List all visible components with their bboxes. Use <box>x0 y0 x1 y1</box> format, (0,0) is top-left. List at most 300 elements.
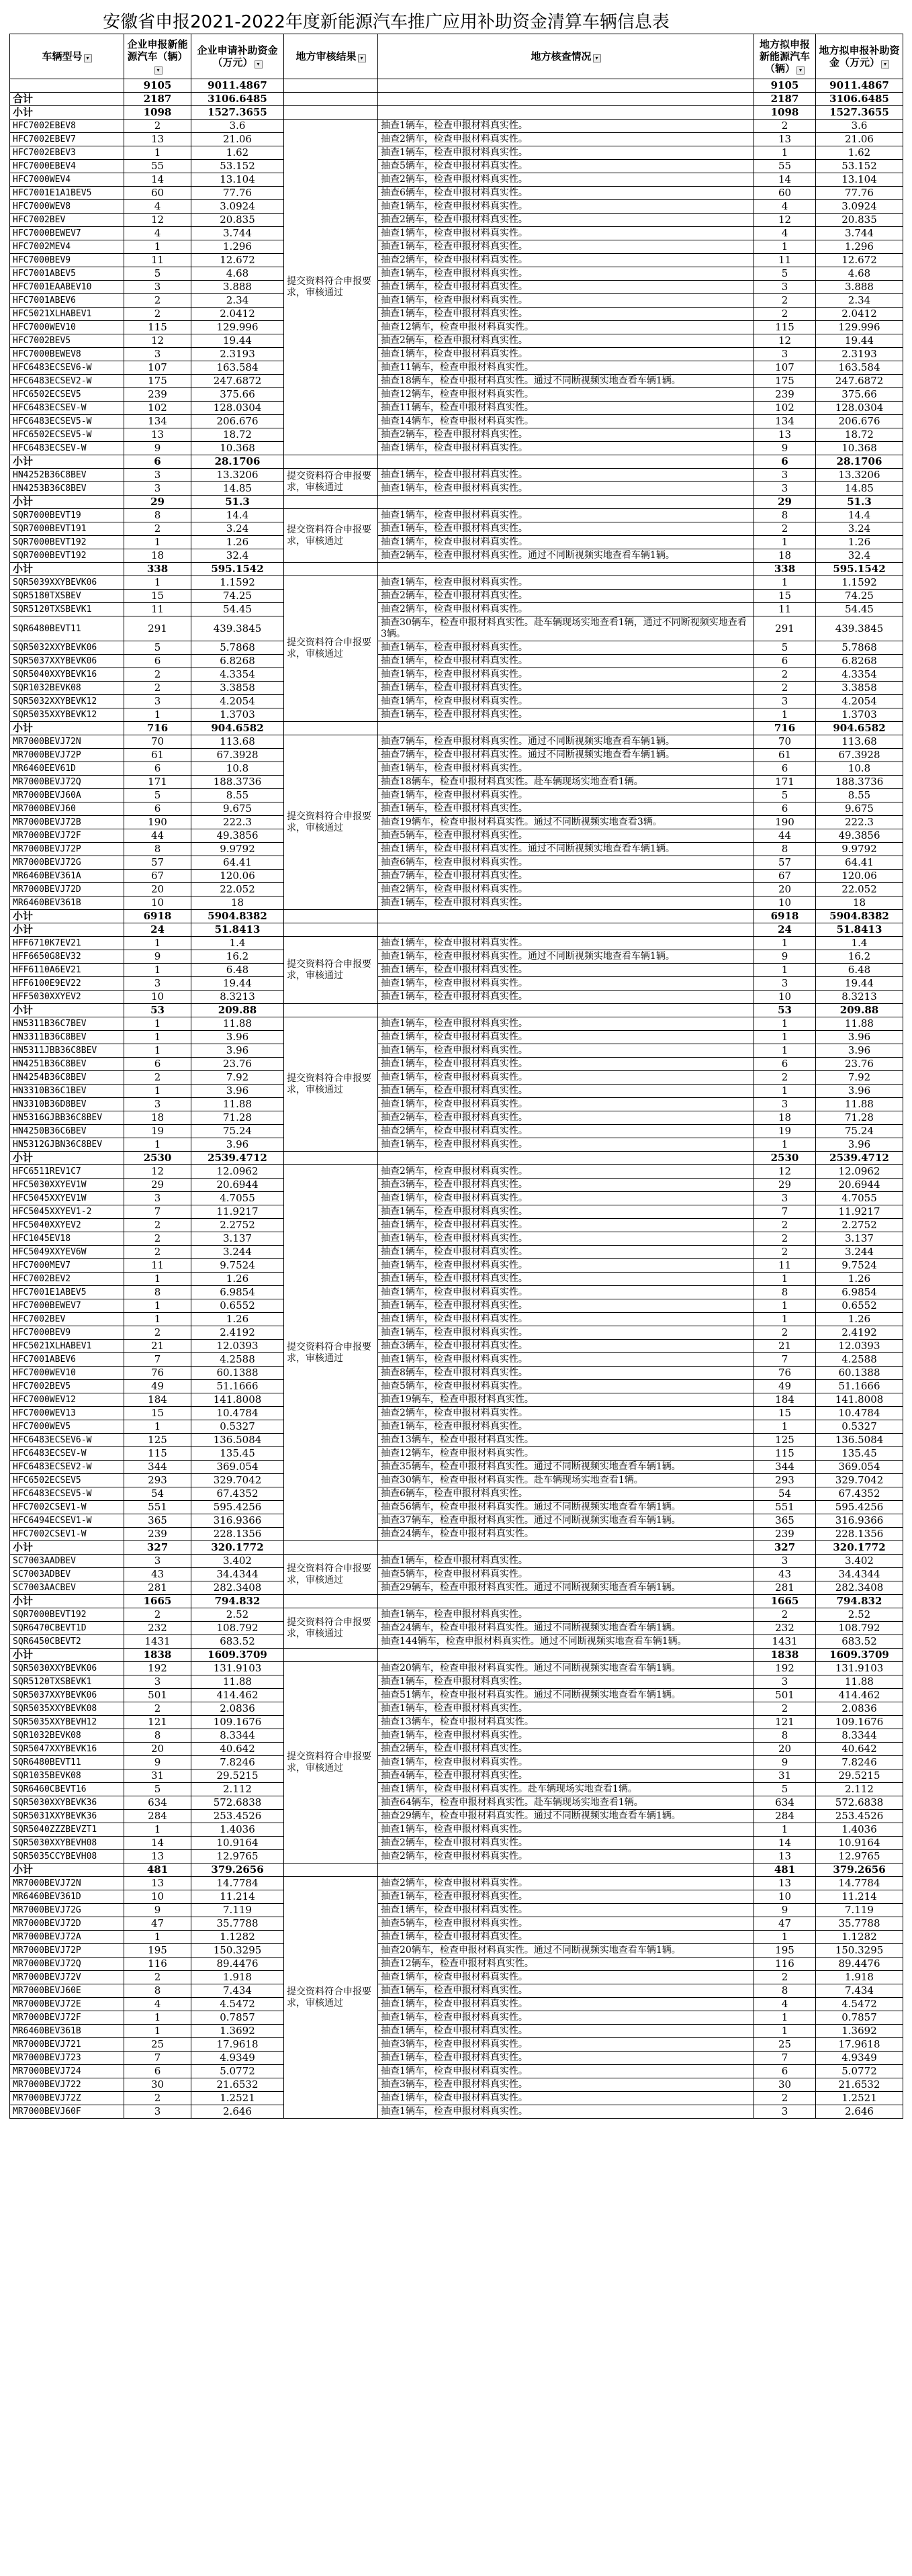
vehicle-model-cell[interactable]: HFC7000WEV12 <box>10 1393 124 1407</box>
approved-count-cell[interactable]: 29 <box>754 1179 816 1192</box>
vehicle-model-cell[interactable]: SQR7000BEVT19 <box>10 509 124 522</box>
vehicle-count-cell[interactable]: 551 <box>124 1501 191 1514</box>
approved-count-cell[interactable]: 10 <box>754 1890 816 1904</box>
check-note-cell[interactable]: 抽查1辆车，检查申报材料真实性。 <box>378 1232 754 1246</box>
approved-amount-cell[interactable]: 28.1706 <box>816 455 903 469</box>
approved-count-cell[interactable]: 6 <box>754 455 816 469</box>
subsidy-amount-cell[interactable]: 595.1542 <box>191 563 284 576</box>
check-note-cell[interactable] <box>378 1004 754 1017</box>
vehicle-model-cell[interactable]: HFC7000WEV13 <box>10 1407 124 1420</box>
approved-count-cell[interactable]: 3 <box>754 348 816 361</box>
subsidy-amount-cell[interactable]: 0.5327 <box>191 1420 284 1434</box>
vehicle-model-cell[interactable]: HFC5049XXYEV6W <box>10 1246 124 1259</box>
approved-count-cell[interactable]: 47 <box>754 1917 816 1931</box>
check-note-cell[interactable]: 抽查19辆车，检查申报材料真实性。通过不同断视频实地查看3辆。 <box>378 816 754 829</box>
subsidy-amount-cell[interactable]: 49.3856 <box>191 829 284 843</box>
vehicle-count-cell[interactable]: 293 <box>124 1474 191 1487</box>
vehicle-model-cell[interactable]: SQR5030XXYBEVK06 <box>10 1662 124 1675</box>
vehicle-model-cell[interactable]: HN4251B36C8BEV <box>10 1058 124 1071</box>
approved-count-cell[interactable]: 8 <box>754 1984 816 1998</box>
check-note-cell[interactable]: 抽查1辆车，检查申报材料真实性。 <box>378 200 754 214</box>
vehicle-count-cell[interactable]: 115 <box>124 321 191 334</box>
check-note-cell[interactable]: 抽查1辆车，检查申报材料真实性。 <box>378 789 754 802</box>
check-note-cell[interactable]: 抽查2辆车，检查申报材料真实性。 <box>378 133 754 146</box>
check-note-cell[interactable]: 抽查1辆车，检查申报材料真实性。 <box>378 1219 754 1232</box>
vehicle-model-cell[interactable]: HFC7001ABEV5 <box>10 267 124 281</box>
check-note-cell[interactable]: 抽查1辆车，检查申报材料真实性。 <box>378 482 754 496</box>
approved-amount-cell[interactable]: 2.34 <box>816 294 903 308</box>
subsidy-amount-cell[interactable]: 222.3 <box>191 816 284 829</box>
approved-amount-cell[interactable]: 75.24 <box>816 1125 903 1138</box>
vehicle-count-cell[interactable]: 121 <box>124 1716 191 1729</box>
approved-amount-cell[interactable]: 379.2656 <box>816 1864 903 1877</box>
approved-amount-cell[interactable]: 11.88 <box>816 1675 903 1689</box>
check-note-cell[interactable]: 抽查19辆车，检查申报材料真实性。 <box>378 1393 754 1407</box>
check-note-cell[interactable]: 抽查1辆车，检查申报材料真实性。 <box>378 695 754 708</box>
vehicle-count-cell[interactable]: 1 <box>124 1138 191 1152</box>
vehicle-count-cell[interactable]: 18 <box>124 1111 191 1125</box>
vehicle-model-cell[interactable]: SQR5035XXYBEVH12 <box>10 1716 124 1729</box>
approved-amount-cell[interactable]: 7.8246 <box>816 1756 903 1769</box>
subsidy-amount-cell[interactable]: 11.214 <box>191 1890 284 1904</box>
subsidy-amount-cell[interactable]: 329.7042 <box>191 1474 284 1487</box>
check-note-cell[interactable]: 抽查2辆车，检查申报材料真实性。 <box>378 428 754 442</box>
check-note-cell[interactable]: 抽查1辆车，检查申报材料真实性。 <box>378 1353 754 1367</box>
approved-amount-cell[interactable]: 7.119 <box>816 1904 903 1917</box>
subsidy-amount-cell[interactable]: 1.4 <box>191 937 284 950</box>
approved-amount-cell[interactable]: 4.2588 <box>816 1353 903 1367</box>
vehicle-model-cell[interactable]: HFC7001EAABEV10 <box>10 281 124 294</box>
vehicle-model-cell[interactable]: HFC5045XXYEV1W <box>10 1192 124 1205</box>
vehicle-count-cell[interactable]: 10 <box>124 1890 191 1904</box>
subsidy-amount-cell[interactable]: 67.3928 <box>191 749 284 762</box>
vehicle-count-cell[interactable]: 47 <box>124 1917 191 1931</box>
check-note-cell[interactable]: 抽查1辆车，检查申报材料真实性。 <box>378 1031 754 1044</box>
result-cell[interactable] <box>284 1649 378 1662</box>
check-note-cell[interactable]: 抽查144辆车，检查申报材料真实性。通过不同断视频实地查看车辆1辆。 <box>378 1635 754 1649</box>
subsidy-amount-cell[interactable]: 282.3408 <box>191 1581 284 1595</box>
vehicle-count-cell[interactable]: 20 <box>124 1743 191 1756</box>
approved-amount-cell[interactable]: 20.835 <box>816 214 903 227</box>
check-note-cell[interactable]: 抽查1辆车，检查申报材料真实性。 <box>378 964 754 977</box>
approved-amount-cell[interactable]: 439.3845 <box>816 616 903 641</box>
vehicle-count-cell[interactable]: 1 <box>124 2025 191 2038</box>
result-cell[interactable] <box>284 1152 378 1165</box>
vehicle-model-cell[interactable]: SC7003AADBEV <box>10 1555 124 1568</box>
approved-count-cell[interactable]: 1 <box>754 576 816 590</box>
approved-count-cell[interactable]: 3 <box>754 1098 816 1111</box>
subsidy-amount-cell[interactable]: 113.68 <box>191 735 284 749</box>
approved-count-cell[interactable]: 55 <box>754 160 816 173</box>
vehicle-count-cell[interactable]: 67 <box>124 870 191 883</box>
check-note-cell[interactable]: 抽查2辆车，检查申报材料真实性。 <box>378 1877 754 1890</box>
vehicle-count-cell[interactable]: 327 <box>124 1541 191 1555</box>
vehicle-model-cell[interactable]: HN5316GJBB36C8BEV <box>10 1111 124 1125</box>
vehicle-model-cell[interactable]: HFC6502ECSEV5 <box>10 388 124 402</box>
approved-amount-cell[interactable]: 3.24 <box>816 522 903 536</box>
subsidy-amount-cell[interactable]: 4.5472 <box>191 1998 284 2011</box>
vehicle-count-cell[interactable]: 2 <box>124 1232 191 1246</box>
vehicle-model-cell[interactable]: MR7000BEVJ72P <box>10 1944 124 1958</box>
approved-amount-cell[interactable]: 8.3213 <box>816 991 903 1004</box>
vehicle-model-cell[interactable]: SQR7000BEVT192 <box>10 1608 124 1622</box>
approved-amount-cell[interactable]: 1.26 <box>816 1273 903 1286</box>
subsidy-amount-cell[interactable]: 247.6872 <box>191 375 284 388</box>
subsidy-amount-cell[interactable]: 2.34 <box>191 294 284 308</box>
vehicle-model-cell[interactable]: SQR6480BEVT11 <box>10 616 124 641</box>
approved-count-cell[interactable]: 5 <box>754 1783 816 1796</box>
result-cell[interactable] <box>284 910 378 923</box>
approved-count-cell[interactable]: 190 <box>754 816 816 829</box>
vehicle-count-cell[interactable]: 1 <box>124 1044 191 1058</box>
check-note-cell[interactable]: 抽查1辆车，检查申报材料真实性。 <box>378 1058 754 1071</box>
subsidy-amount-cell[interactable]: 32.4 <box>191 549 284 563</box>
check-note-cell[interactable]: 抽查1辆车，检查申报材料真实性。 <box>378 1273 754 1286</box>
vehicle-model-cell[interactable]: HFF6710K7EV21 <box>10 937 124 950</box>
approved-count-cell[interactable]: 3 <box>754 695 816 708</box>
approved-count-cell[interactable]: 14 <box>754 1837 816 1850</box>
check-note-cell[interactable]: 抽查1辆车，检查申报材料真实性。 <box>378 1555 754 1568</box>
vehicle-count-cell[interactable]: 13 <box>124 1877 191 1890</box>
approved-amount-cell[interactable]: 7.92 <box>816 1071 903 1085</box>
check-note-cell[interactable]: 抽查1辆车，检查申报材料真实性。 <box>378 281 754 294</box>
approved-count-cell[interactable]: 15 <box>754 590 816 603</box>
approved-count-cell[interactable]: 3 <box>754 482 816 496</box>
approved-count-cell[interactable]: 13 <box>754 133 816 146</box>
vehicle-count-cell[interactable]: 3 <box>124 2105 191 2119</box>
subsidy-amount-cell[interactable]: 8.3344 <box>191 1729 284 1743</box>
audit-result-cell[interactable]: 提交资料符合申报要求，审核通过 <box>284 1877 378 2119</box>
approved-amount-cell[interactable]: 1.3703 <box>816 708 903 722</box>
vehicle-count-cell[interactable]: 1 <box>124 1823 191 1837</box>
check-note-cell[interactable]: 抽查29辆车，检查申报材料真实性。通过不同断视频实地查看车辆1辆。 <box>378 1581 754 1595</box>
subsidy-amount-cell[interactable]: 1.3692 <box>191 2025 284 2038</box>
subsidy-amount-cell[interactable]: 2.0412 <box>191 308 284 321</box>
vehicle-count-cell[interactable]: 1 <box>124 1420 191 1434</box>
subsidy-amount-cell[interactable]: 5.0772 <box>191 2065 284 2078</box>
vehicle-count-cell[interactable]: 8 <box>124 1286 191 1299</box>
approved-amount-cell[interactable]: 1.3692 <box>816 2025 903 2038</box>
check-note-cell[interactable]: 抽查1辆车，检查申报材料真实性。 <box>378 2052 754 2065</box>
vehicle-model-cell[interactable]: SQR1035BEVK08 <box>10 1769 124 1783</box>
vehicle-count-cell[interactable]: 239 <box>124 1528 191 1541</box>
audit-result-cell[interactable]: 提交资料符合申报要求，审核通过 <box>284 735 378 910</box>
audit-result-cell[interactable]: 提交资料符合申报要求，审核通过 <box>284 1017 378 1152</box>
check-note-cell[interactable]: 抽查1辆车，检查申报材料真实性。 <box>378 120 754 133</box>
check-note-cell[interactable]: 抽查11辆车，检查申报材料真实性。 <box>378 402 754 415</box>
approved-amount-cell[interactable]: 120.06 <box>816 870 903 883</box>
approved-amount-cell[interactable]: 12.672 <box>816 254 903 267</box>
vehicle-count-cell[interactable]: 2 <box>124 2092 191 2105</box>
vehicle-model-cell[interactable]: SQR5035XXYBEVK12 <box>10 708 124 722</box>
check-note-cell[interactable]: 抽查2辆车，检查申报材料真实性。 <box>378 883 754 896</box>
check-note-cell[interactable]: 抽查1辆车，检查申报材料真实性。 <box>378 802 754 816</box>
approved-amount-cell[interactable]: 131.9103 <box>816 1662 903 1675</box>
vehicle-count-cell[interactable]: 102 <box>124 402 191 415</box>
vehicle-count-cell[interactable]: 5 <box>124 641 191 655</box>
approved-count-cell[interactable]: 2 <box>754 1232 816 1246</box>
vehicle-model-cell[interactable]: HFC7002EBEV8 <box>10 120 124 133</box>
approved-amount-cell[interactable]: 3.96 <box>816 1085 903 1098</box>
subsidy-amount-cell[interactable]: 3.96 <box>191 1085 284 1098</box>
vehicle-model-cell[interactable]: HFC7002EBEV3 <box>10 146 124 160</box>
row-label[interactable]: 小计 <box>10 455 124 469</box>
subsidy-amount-cell[interactable]: 13.3206 <box>191 469 284 482</box>
subsidy-amount-cell[interactable]: 54.45 <box>191 603 284 616</box>
vehicle-model-cell[interactable]: HFC7000WEV10 <box>10 321 124 334</box>
vehicle-count-cell[interactable]: 171 <box>124 776 191 789</box>
approved-count-cell[interactable]: 43 <box>754 1568 816 1581</box>
approved-count-cell[interactable]: 3 <box>754 469 816 482</box>
approved-count-cell[interactable]: 716 <box>754 722 816 735</box>
col-header-model[interactable]: 车辆型号 ▾ <box>10 34 124 79</box>
subsidy-amount-cell[interactable]: 7.8246 <box>191 1756 284 1769</box>
vehicle-model-cell[interactable]: HFC5021XLHABEV1 <box>10 308 124 321</box>
vehicle-count-cell[interactable]: 1 <box>124 964 191 977</box>
vehicle-count-cell[interactable]: 7 <box>124 1353 191 1367</box>
vehicle-model-cell[interactable]: HFC6483ECSEV6-W <box>10 361 124 375</box>
approved-amount-cell[interactable]: 6.9854 <box>816 1286 903 1299</box>
check-note-cell[interactable]: 抽查1辆车，检查申报材料真实性。 <box>378 1259 754 1273</box>
vehicle-count-cell[interactable]: 1 <box>124 1273 191 1286</box>
approved-count-cell[interactable]: 1 <box>754 1138 816 1152</box>
check-note-cell[interactable] <box>378 1152 754 1165</box>
approved-amount-cell[interactable]: 129.996 <box>816 321 903 334</box>
approved-amount-cell[interactable]: 18 <box>816 896 903 910</box>
approved-amount-cell[interactable]: 3.96 <box>816 1044 903 1058</box>
vehicle-count-cell[interactable]: 125 <box>124 1434 191 1447</box>
subsidy-amount-cell[interactable]: 28.1706 <box>191 455 284 469</box>
approved-count-cell[interactable]: 3 <box>754 977 816 991</box>
check-note-cell[interactable]: 抽查1辆车，检查申报材料真实性。 <box>378 896 754 910</box>
subsidy-amount-cell[interactable]: 1527.3655 <box>191 106 284 120</box>
approved-amount-cell[interactable]: 135.45 <box>816 1447 903 1461</box>
vehicle-model-cell[interactable]: HFC7000BEWEV8 <box>10 348 124 361</box>
approved-amount-cell[interactable]: 3.244 <box>816 1246 903 1259</box>
approved-count-cell[interactable]: 7 <box>754 1353 816 1367</box>
vehicle-count-cell[interactable]: 6 <box>124 2065 191 2078</box>
subsidy-amount-cell[interactable]: 17.9618 <box>191 2038 284 2052</box>
check-note-cell[interactable]: 抽查11辆车，检查申报材料真实性。 <box>378 361 754 375</box>
result-cell[interactable] <box>284 1864 378 1877</box>
subsidy-amount-cell[interactable]: 12.0393 <box>191 1340 284 1353</box>
vehicle-model-cell[interactable]: SQR5032XXYBEVK06 <box>10 641 124 655</box>
approved-count-cell[interactable]: 184 <box>754 1393 816 1407</box>
approved-amount-cell[interactable]: 4.3354 <box>816 668 903 682</box>
approved-amount-cell[interactable]: 5.0772 <box>816 2065 903 2078</box>
vehicle-count-cell[interactable]: 11 <box>124 254 191 267</box>
vehicle-count-cell[interactable]: 2 <box>124 1971 191 1984</box>
vehicle-model-cell[interactable]: MR7000BEVJ72B <box>10 816 124 829</box>
row-label[interactable]: 小计 <box>10 1595 124 1608</box>
vehicle-count-cell[interactable]: 1 <box>124 240 191 254</box>
vehicle-count-cell[interactable]: 281 <box>124 1581 191 1595</box>
vehicle-count-cell[interactable]: 8 <box>124 509 191 522</box>
subsidy-amount-cell[interactable]: 439.3845 <box>191 616 284 641</box>
subsidy-amount-cell[interactable]: 9011.4867 <box>191 79 284 93</box>
approved-count-cell[interactable]: 8 <box>754 1286 816 1299</box>
vehicle-count-cell[interactable]: 55 <box>124 160 191 173</box>
approved-amount-cell[interactable]: 5.7868 <box>816 641 903 655</box>
approved-amount-cell[interactable]: 13.3206 <box>816 469 903 482</box>
vehicle-count-cell[interactable]: 3 <box>124 482 191 496</box>
vehicle-model-cell[interactable]: MR7000BEVJ721 <box>10 2038 124 2052</box>
subsidy-amount-cell[interactable]: 1609.3709 <box>191 1649 284 1662</box>
vehicle-model-cell[interactable]: HN3310B36D8BEV <box>10 1098 124 1111</box>
vehicle-count-cell[interactable]: 1838 <box>124 1649 191 1662</box>
subsidy-amount-cell[interactable]: 2.646 <box>191 2105 284 2119</box>
approved-amount-cell[interactable]: 1.4 <box>816 937 903 950</box>
check-note-cell[interactable]: 抽查24辆车，检查申报材料真实性。通过不同断视频实地查看车辆1辆。 <box>378 1622 754 1635</box>
check-note-cell[interactable]: 抽查1辆车，检查申报材料真实性。 <box>378 1205 754 1219</box>
approved-count-cell[interactable]: 13 <box>754 1850 816 1864</box>
approved-count-cell[interactable]: 21 <box>754 1340 816 1353</box>
subsidy-amount-cell[interactable]: 3.744 <box>191 227 284 240</box>
vehicle-count-cell[interactable]: 76 <box>124 1367 191 1380</box>
col-header-approved-amount[interactable]: 地方拟申报补助资金（万元） ▾ <box>816 34 903 79</box>
subsidy-amount-cell[interactable]: 35.7788 <box>191 1917 284 1931</box>
approved-count-cell[interactable]: 9 <box>754 1904 816 1917</box>
approved-count-cell[interactable]: 6 <box>754 2065 816 2078</box>
vehicle-count-cell[interactable]: 1 <box>124 1931 191 1944</box>
subsidy-amount-cell[interactable]: 3.402 <box>191 1555 284 1568</box>
vehicle-model-cell[interactable]: HN5311JBB36C8BEV <box>10 1044 124 1058</box>
check-note-cell[interactable]: 抽查2辆车，检查申报材料真实性。 <box>378 1850 754 1864</box>
vehicle-count-cell[interactable]: 31 <box>124 1769 191 1783</box>
subsidy-amount-cell[interactable]: 135.45 <box>191 1447 284 1461</box>
vehicle-model-cell[interactable]: MR7000BEVJ72A <box>10 1931 124 1944</box>
check-note-cell[interactable]: 抽查3辆车，检查申报材料真实性。 <box>378 1340 754 1353</box>
check-note-cell[interactable]: 抽查1辆车，检查申报材料真实性。 <box>378 1017 754 1031</box>
approved-amount-cell[interactable]: 13.104 <box>816 173 903 187</box>
approved-amount-cell[interactable]: 329.7042 <box>816 1474 903 1487</box>
subsidy-amount-cell[interactable]: 4.2054 <box>191 695 284 708</box>
vehicle-model-cell[interactable]: SQR5120TXSBEVK1 <box>10 1675 124 1689</box>
vehicle-count-cell[interactable]: 7 <box>124 2052 191 2065</box>
check-note-cell[interactable]: 抽查1辆车，检查申报材料真实性。 <box>378 1326 754 1340</box>
subsidy-amount-cell[interactable]: 18.72 <box>191 428 284 442</box>
vehicle-model-cell[interactable]: SQR5037XXYBEVK06 <box>10 1689 124 1702</box>
vehicle-model-cell[interactable]: HFC7001E1ABEV5 <box>10 1286 124 1299</box>
col-header-check[interactable]: 地方核查情况 ▾ <box>378 34 754 79</box>
approved-amount-cell[interactable]: 74.25 <box>816 590 903 603</box>
subsidy-amount-cell[interactable]: 14.7784 <box>191 1877 284 1890</box>
subsidy-amount-cell[interactable]: 0.7857 <box>191 2011 284 2025</box>
vehicle-count-cell[interactable]: 239 <box>124 388 191 402</box>
approved-count-cell[interactable]: 4 <box>754 200 816 214</box>
vehicle-count-cell[interactable]: 232 <box>124 1622 191 1635</box>
subsidy-amount-cell[interactable]: 136.5084 <box>191 1434 284 1447</box>
subsidy-amount-cell[interactable]: 129.996 <box>191 321 284 334</box>
approved-count-cell[interactable]: 1 <box>754 1085 816 1098</box>
vehicle-count-cell[interactable]: 8 <box>124 843 191 856</box>
vehicle-model-cell[interactable]: HFC6494ECSEV1-W <box>10 1514 124 1528</box>
check-note-cell[interactable]: 抽查2辆车，检查申报材料真实性。 <box>378 1165 754 1179</box>
approved-count-cell[interactable]: 61 <box>754 749 816 762</box>
vehicle-count-cell[interactable]: 53 <box>124 1004 191 1017</box>
check-note-cell[interactable]: 抽查1辆车，检查申报材料真实性。赴车辆现场实地查看1辆。 <box>378 1783 754 1796</box>
subsidy-amount-cell[interactable]: 3.96 <box>191 1031 284 1044</box>
subsidy-amount-cell[interactable]: 4.3354 <box>191 668 284 682</box>
vehicle-model-cell[interactable]: MR7000BEVJ60A <box>10 789 124 802</box>
approved-amount-cell[interactable]: 4.5472 <box>816 1998 903 2011</box>
check-note-cell[interactable]: 抽查1辆车，检查申报材料真实性。 <box>378 1246 754 1259</box>
vehicle-model-cell[interactable]: HN3310B36C1BEV <box>10 1085 124 1098</box>
subsidy-amount-cell[interactable]: 12.672 <box>191 254 284 267</box>
approved-count-cell[interactable]: 2 <box>754 522 816 536</box>
vehicle-count-cell[interactable]: 60 <box>124 187 191 200</box>
vehicle-count-cell[interactable]: 49 <box>124 1380 191 1393</box>
approved-amount-cell[interactable]: 4.7055 <box>816 1192 903 1205</box>
approved-count-cell[interactable]: 20 <box>754 1743 816 1756</box>
approved-count-cell[interactable]: 11 <box>754 1259 816 1273</box>
vehicle-model-cell[interactable]: MR7000BEVJ72Z <box>10 2092 124 2105</box>
approved-amount-cell[interactable]: 2.112 <box>816 1783 903 1796</box>
approved-count-cell[interactable]: 9105 <box>754 79 816 93</box>
approved-count-cell[interactable]: 1 <box>754 1823 816 1837</box>
vehicle-count-cell[interactable]: 54 <box>124 1487 191 1501</box>
approved-amount-cell[interactable]: 2.0412 <box>816 308 903 321</box>
approved-count-cell[interactable]: 1 <box>754 708 816 722</box>
subsidy-amount-cell[interactable]: 1.62 <box>191 146 284 160</box>
approved-amount-cell[interactable]: 60.1388 <box>816 1367 903 1380</box>
vehicle-count-cell[interactable]: 3 <box>124 469 191 482</box>
subsidy-amount-cell[interactable]: 21.06 <box>191 133 284 146</box>
vehicle-count-cell[interactable]: 3 <box>124 1555 191 1568</box>
approved-count-cell[interactable]: 4 <box>754 1998 816 2011</box>
check-note-cell[interactable]: 抽查13辆车，检查申报材料真实性。 <box>378 1716 754 1729</box>
subsidy-amount-cell[interactable]: 20.835 <box>191 214 284 227</box>
approved-count-cell[interactable]: 1838 <box>754 1649 816 1662</box>
approved-amount-cell[interactable]: 3.96 <box>816 1138 903 1152</box>
vehicle-count-cell[interactable]: 11 <box>124 1259 191 1273</box>
approved-count-cell[interactable]: 3 <box>754 281 816 294</box>
approved-amount-cell[interactable]: 794.832 <box>816 1595 903 1608</box>
approved-amount-cell[interactable]: 2.4192 <box>816 1326 903 1340</box>
approved-count-cell[interactable]: 239 <box>754 1528 816 1541</box>
approved-amount-cell[interactable]: 4.68 <box>816 267 903 281</box>
approved-count-cell[interactable]: 634 <box>754 1796 816 1810</box>
check-note-cell[interactable]: 抽查1辆车，检查申报材料真实性。 <box>378 227 754 240</box>
vehicle-count-cell[interactable]: 2530 <box>124 1152 191 1165</box>
row-label[interactable]: 小计 <box>10 1004 124 1017</box>
check-note-cell[interactable]: 抽查12辆车，检查申报材料真实性。 <box>378 388 754 402</box>
row-label[interactable]: 合计 <box>10 93 124 106</box>
row-label[interactable]: 小计 <box>10 496 124 509</box>
subsidy-amount-cell[interactable]: 109.1676 <box>191 1716 284 1729</box>
vehicle-count-cell[interactable]: 338 <box>124 563 191 576</box>
subsidy-amount-cell[interactable]: 20.6944 <box>191 1179 284 1192</box>
approved-amount-cell[interactable]: 6.48 <box>816 964 903 977</box>
vehicle-count-cell[interactable]: 44 <box>124 829 191 843</box>
vehicle-model-cell[interactable]: SC7003ADBEV <box>10 1568 124 1581</box>
subsidy-amount-cell[interactable]: 141.8008 <box>191 1393 284 1407</box>
vehicle-model-cell[interactable]: HN3311B36C8BEV <box>10 1031 124 1044</box>
vehicle-model-cell[interactable]: HFC6483ECSEV-W <box>10 442 124 455</box>
vehicle-count-cell[interactable]: 10 <box>124 991 191 1004</box>
subsidy-amount-cell[interactable]: 253.4526 <box>191 1810 284 1823</box>
approved-amount-cell[interactable]: 51.3 <box>816 496 903 509</box>
vehicle-count-cell[interactable]: 501 <box>124 1689 191 1702</box>
subsidy-amount-cell[interactable]: 379.2656 <box>191 1864 284 1877</box>
subsidy-amount-cell[interactable]: 108.792 <box>191 1622 284 1635</box>
vehicle-model-cell[interactable]: MR7000BEVJ72N <box>10 1877 124 1890</box>
approved-count-cell[interactable]: 1 <box>754 1017 816 1031</box>
vehicle-model-cell[interactable]: HN4254B36C8BEV <box>10 1071 124 1085</box>
approved-count-cell[interactable]: 13 <box>754 428 816 442</box>
approved-amount-cell[interactable]: 1.918 <box>816 1971 903 1984</box>
result-cell[interactable] <box>284 1595 378 1608</box>
